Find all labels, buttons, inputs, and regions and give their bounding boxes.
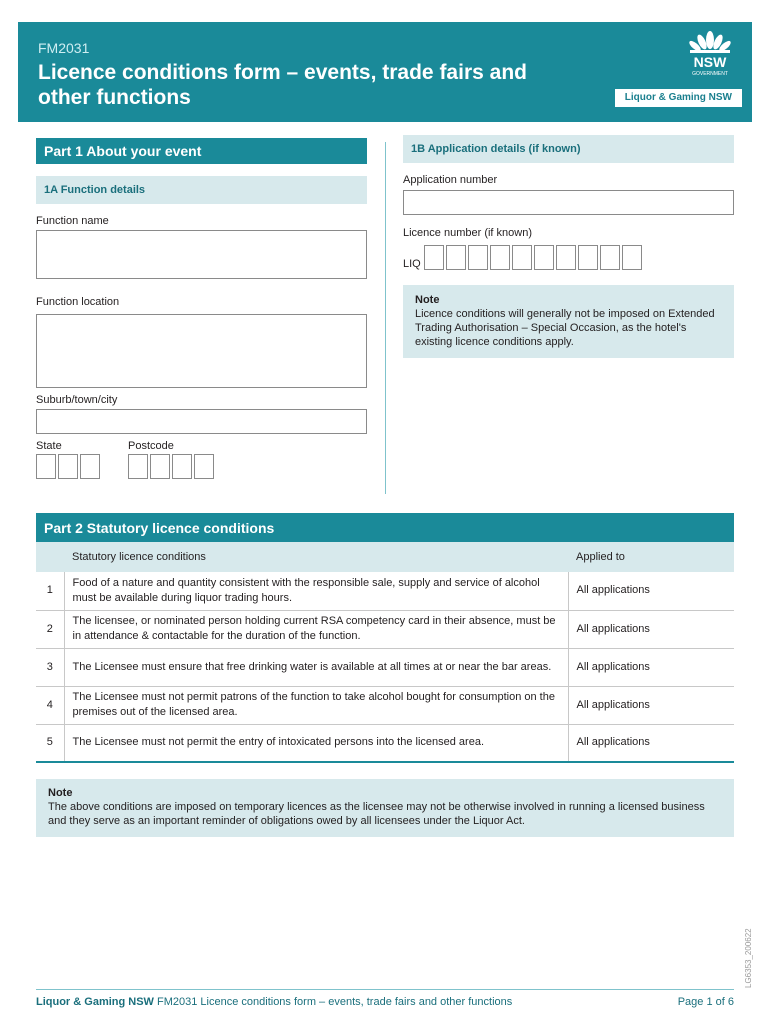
suburb-input[interactable]: [36, 409, 367, 434]
state-cell[interactable]: [80, 454, 100, 479]
state-cell[interactable]: [36, 454, 56, 479]
note-part2: [36, 779, 734, 837]
table-row: [36, 686, 734, 724]
application-number-label: Application number: [403, 174, 498, 186]
licence-number-label: Licence number (if known): [403, 227, 533, 239]
page-header: [18, 22, 752, 122]
section-1a-heading: 1A Function details: [36, 176, 367, 204]
row-number: 2: [36, 610, 64, 648]
licence-number-cell[interactable]: [446, 245, 466, 270]
table-row: [36, 648, 734, 686]
row-number: 4: [36, 686, 64, 724]
table-header-condition: Statutory licence conditions: [64, 542, 568, 572]
function-name-label: Function name: [36, 215, 109, 227]
note-part2-text: The above conditions are imposed on temporary licences as the licensee may not be otherwise involved in running a licensed business and they serve as an important reminder of obligations owed by all licensees under the Liquor Act.: [48, 801, 705, 827]
table-row: [36, 724, 734, 762]
note-1b-title: Note: [415, 294, 440, 306]
licence-number-cell[interactable]: [578, 245, 598, 270]
table-header-num: [36, 542, 64, 572]
state-cell[interactable]: [58, 454, 78, 479]
column-divider: [385, 142, 386, 494]
footer-text: [36, 996, 512, 1008]
row-number: 1: [36, 572, 64, 610]
logo-subtext: GOVERNMENT: [692, 71, 728, 77]
document-code: LG6353_200622: [744, 928, 753, 988]
footer-doc-title: FM2031 Licence conditions form – events, trade fairs and other functions: [157, 996, 513, 1008]
row-applied: All applications: [568, 648, 734, 686]
postcode-cell[interactable]: [128, 454, 148, 479]
row-condition: The licensee, or nominated person holding current RSA competency card in their absence, must be in attendance & contactable for the duration of the function.: [64, 610, 568, 648]
note-part2-title: Note: [48, 787, 73, 799]
page-number: Page 1 of 6: [677, 996, 734, 1008]
footer-agency: Liquor & Gaming NSW: [36, 996, 154, 1008]
state-label: State: [36, 440, 62, 452]
function-location-input[interactable]: [36, 314, 367, 388]
row-condition: The Licensee must ensure that free drinking water is available at all times at or near the bar areas.: [64, 648, 568, 686]
licence-number-cell[interactable]: [490, 245, 510, 270]
function-name-input[interactable]: [36, 230, 367, 279]
footer-divider: [36, 989, 734, 990]
row-condition: The Licensee must not permit patrons of the function to take alcohol bought for consumption on the premises out of the licensed area.: [64, 686, 568, 724]
function-location-label: Function location: [36, 296, 120, 308]
licence-number-cell[interactable]: [424, 245, 444, 270]
licence-number-cell[interactable]: [556, 245, 576, 270]
table-row: [36, 572, 734, 610]
licence-number-cell[interactable]: [468, 245, 488, 270]
row-number: 3: [36, 648, 64, 686]
part1-heading: Part 1 About your event: [36, 138, 367, 164]
row-applied: All applications: [568, 572, 734, 610]
row-applied: All applications: [568, 724, 734, 762]
page-title: Licence conditions form – events, trade fairs and other functions: [38, 61, 527, 109]
table-header-row: [36, 542, 734, 572]
licence-number-cell[interactable]: [622, 245, 642, 270]
note-1b: [403, 285, 734, 358]
row-applied: All applications: [568, 610, 734, 648]
conditions-table: [36, 542, 734, 763]
licence-number-cell[interactable]: [600, 245, 620, 270]
licence-number-cell[interactable]: [534, 245, 554, 270]
licence-number-cell[interactable]: [512, 245, 532, 270]
postcode-label: Postcode: [128, 440, 174, 452]
agency-badge: Liquor & Gaming NSW: [615, 89, 742, 107]
form-code: FM2031: [38, 40, 90, 56]
table-header-applied: Applied to: [568, 542, 734, 572]
liq-prefix: LIQ: [403, 258, 421, 270]
row-number: 5: [36, 724, 64, 762]
postcode-cell[interactable]: [150, 454, 170, 479]
logo-text: NSW: [693, 54, 727, 70]
row-condition: Food of a nature and quantity consistent with the responsible sale, supply and service of alcohol must be available during liquor trading hours.: [64, 572, 568, 610]
section-1b-heading: 1B Application details (if known): [403, 135, 734, 163]
application-number-input[interactable]: [403, 190, 734, 215]
nsw-government-logo-icon: [684, 28, 736, 78]
part2-heading: Part 2 Statutory licence conditions: [36, 513, 734, 543]
note-1b-text: Licence conditions will generally not be imposed on Extended Trading Authorisation – Special Occasion, as the hotel's existing licence conditions apply.: [415, 308, 715, 348]
row-applied: All applications: [568, 686, 734, 724]
table-row: [36, 610, 734, 648]
postcode-cell[interactable]: [194, 454, 214, 479]
suburb-label: Suburb/town/city: [36, 394, 118, 406]
postcode-cell[interactable]: [172, 454, 192, 479]
row-condition: The Licensee must not permit the entry of intoxicated persons into the licensed area.: [64, 724, 568, 762]
